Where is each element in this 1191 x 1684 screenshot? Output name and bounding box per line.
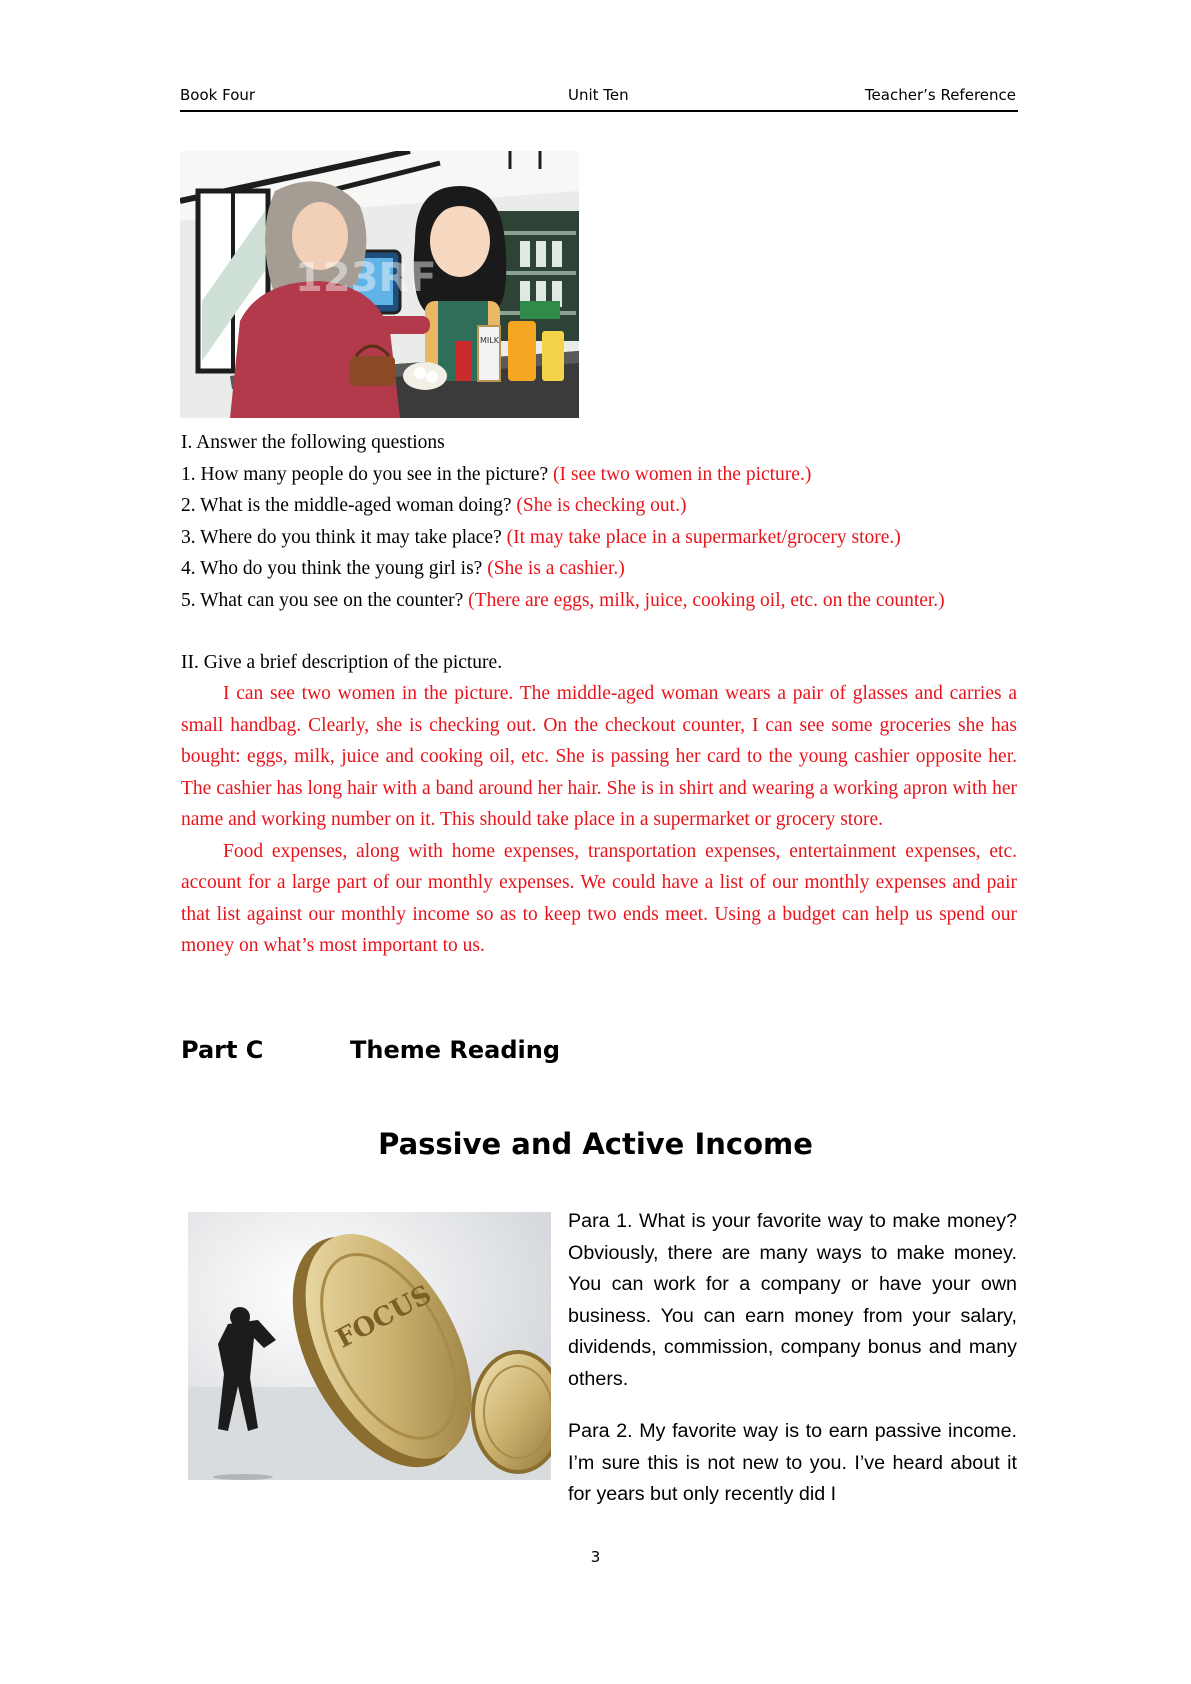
question-text: 5. What can you see on the counter? — [181, 589, 464, 611]
stock-watermark: 123RF — [295, 255, 437, 301]
questions-title: I. Answer the following questions — [181, 432, 445, 453]
page-number: 3 — [590, 1548, 601, 1566]
questions-section — [181, 427, 1021, 616]
description-paragraph: Food expenses, along with home expenses, transportation expenses, entertainment expenses, etc. account for a large part of our monthly expenses. We could have a list of our monthly expenses and pair that list against our monthly income so as to keep two ends meet. Using a budget can help us spend our money on what’s most important to us. — [181, 840, 1017, 956]
question-row — [181, 585, 1021, 617]
header-unit: Unit Ten — [568, 86, 629, 104]
part-label: Part C — [181, 1036, 264, 1064]
answer-text: (It may take place in a supermarket/grocery store.) — [506, 526, 901, 548]
description-answer — [181, 678, 1017, 962]
answer-text: (She is a cashier.) — [487, 558, 625, 579]
question-row — [181, 490, 1021, 522]
reading-title: Passive and Active Income — [378, 1127, 813, 1161]
question-text: 3. Where do you think it may take place? — [181, 526, 502, 548]
part-name: Theme Reading — [350, 1036, 560, 1064]
answer-text: (She is checking out.) — [516, 495, 687, 516]
question-row — [181, 522, 1021, 554]
header-reference: Teacher’s Reference — [864, 86, 1016, 104]
question-row — [181, 553, 1021, 585]
question-row — [181, 459, 1021, 491]
question-text: 2. What is the middle-aged woman doing? — [181, 495, 512, 516]
header-book: Book Four — [180, 86, 256, 104]
description-title: II. Give a brief description of the picture. — [181, 652, 503, 673]
answer-text: (There are eggs, milk, juice, cooking oil, etc. on the counter.) — [468, 589, 945, 611]
answer-text: (I see two women in the picture.) — [553, 463, 812, 485]
checkout-illustration — [180, 151, 579, 418]
question-text: 1. How many people do you see in the picture? — [181, 463, 549, 485]
page-header — [180, 86, 1018, 112]
reading-paragraph-2: Para 2. My favorite way is to earn passive income. I’m sure this is not new to you. I’ve heard about it for years but only recently did I — [568, 1420, 1017, 1505]
question-text: 4. Who do you think the young girl is? — [181, 558, 483, 579]
coin-illustration — [188, 1212, 551, 1480]
description-paragraph: I can see two women in the picture. The middle-aged woman wears a pair of glasses and carries a small handbag. Clearly, she is checking out. On the checkout counter, I can see some groceries she has bought: eggs, milk, juice and cooking oil, etc. She is passing her card to the young cashier opposite her. The cashier has long hair with a band around her hair. She is in shirt and wearing a working apron with her name and working number on it. This should take place in a supermarket or grocery store. — [181, 683, 1017, 830]
milk-carton-label: MILK — [480, 336, 499, 345]
reading-paragraph-1: Para 1. What is your favorite way to make money? Obviously, there are many ways to make money. You can work for a company or have your own business. You can earn money from your salary, dividends, commission, company bonus and many others. — [568, 1210, 1017, 1390]
coin-inscription: FOCUS — [331, 1279, 437, 1355]
